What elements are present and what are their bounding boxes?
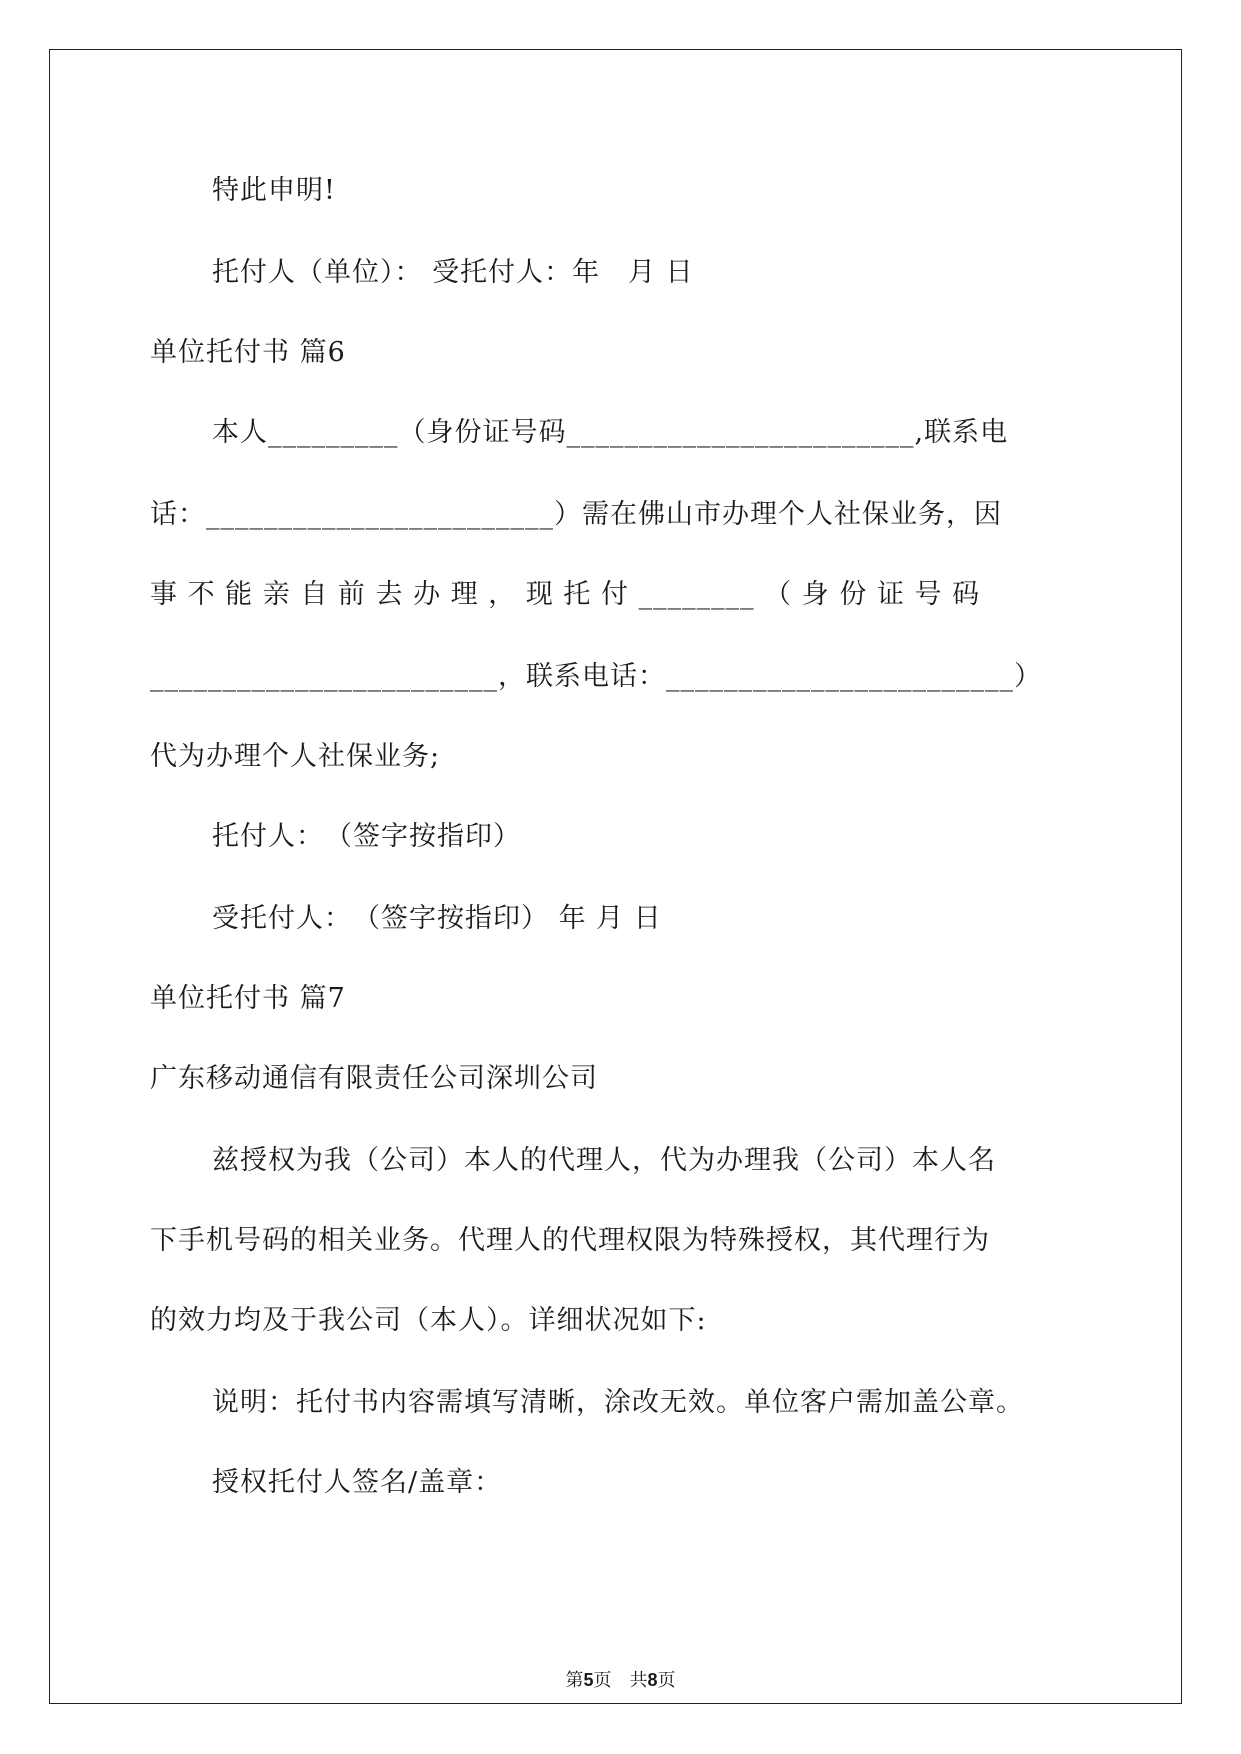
current-page-number: 5	[583, 1670, 594, 1690]
body-line: 本人_________（身份证号码________________________,联系电	[212, 417, 1009, 448]
authorizer-signature-line: 授权托付人签名/盖章：	[212, 1467, 503, 1498]
body-line: 下手机号码的相关业务。代理人的代理权限为特殊授权，其代理行为	[150, 1225, 990, 1256]
footer-mid: 页 共	[593, 1670, 648, 1691]
statement-line: 特此申明!	[212, 175, 336, 206]
principal-signature-line: 托付人： （签字按指印）	[212, 821, 521, 852]
body-line: ________________________，联系电话：________________________）	[150, 661, 1042, 692]
footer-suffix: 页	[657, 1670, 676, 1691]
footer-prefix: 第	[565, 1670, 584, 1691]
section-heading-7: 单位托付书 篇7	[150, 983, 346, 1014]
page-footer	[0, 1666, 1241, 1692]
body-line: 话：________________________）需在佛山市办理个人社保业务，因	[150, 499, 1002, 530]
recipient-line: 广东移动通信有限责任公司深圳公司	[150, 1063, 598, 1094]
section-heading-6: 单位托付书 篇6	[150, 337, 346, 368]
body-line: 的效力均及于我公司（本人）。详细状况如下:	[150, 1305, 707, 1336]
body-line: 兹授权为我（公司）本人的代理人，代为办理我（公司）本人名	[212, 1145, 996, 1176]
body-line: 代为办理个人社保业务;	[150, 741, 441, 772]
signature-date-line: 托付人（单位）： 受托付人：年 月 日	[212, 257, 694, 288]
agent-signature-line: 受托付人： （签字按指印） 年 月 日	[212, 903, 662, 934]
page-border	[49, 49, 1182, 1704]
body-line: 事 不 能 亲 自 前 去 办 理 ， 现 托 付 ________ （ 身 份 证 号 码	[150, 579, 981, 610]
total-page-number: 8	[647, 1670, 658, 1690]
note-line: 说明：托付书内容需填写清晰，涂改无效。单位客户需加盖公章。	[212, 1387, 1024, 1418]
